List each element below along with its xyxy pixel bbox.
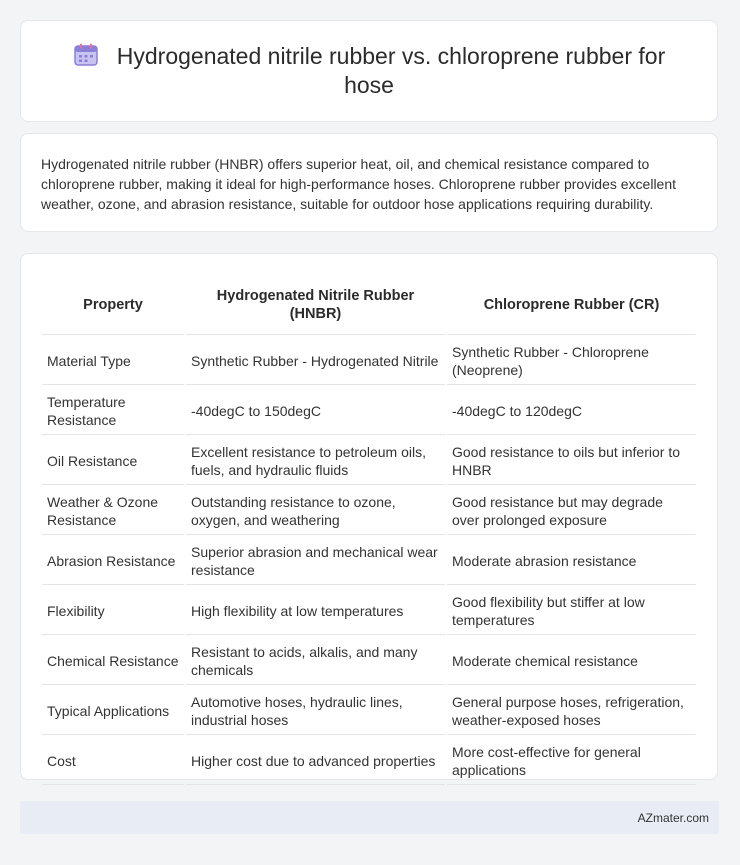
- table-header-row: [42, 276, 696, 335]
- hnbr-cell: Excellent resistance to petroleum oils, fuels, and hydraulic fluids: [186, 437, 445, 485]
- calendar-icon: [73, 43, 99, 67]
- comparison-table: [40, 274, 698, 787]
- title-card: [20, 20, 718, 122]
- table-row: [42, 637, 696, 685]
- table-row: [42, 737, 696, 785]
- cr-cell: Synthetic Rubber - Chloroprene (Neoprene): [447, 337, 696, 385]
- title-wrap: [59, 42, 679, 100]
- column-header: Hydrogenated Nitrile Rubber (HNBR): [186, 276, 445, 335]
- summary-card: [20, 133, 718, 232]
- summary-text: Hydrogenated nitrile rubber (HNBR) offers superior heat, oil, and chemical resistance compared to chloroprene rubber, making it ideal for high-performance hoses. Chloroprene rubber provides excellent weather, ozone, and abrasion resistance, suitable for outdoor hose applications requiring durability.: [41, 156, 677, 212]
- table-row: [42, 537, 696, 585]
- cr-cell: Good flexibility but stiffer at low temperatures: [447, 587, 696, 635]
- property-cell: Cost: [42, 737, 184, 785]
- hnbr-cell: Superior abrasion and mechanical wear resistance: [186, 537, 445, 585]
- comparison-card: [20, 253, 718, 780]
- hnbr-cell: Resistant to acids, alkalis, and many chemicals: [186, 637, 445, 685]
- property-cell: Oil Resistance: [42, 437, 184, 485]
- property-cell: Temperature Resistance: [42, 387, 184, 435]
- table-row: [42, 487, 696, 535]
- table-row: [42, 687, 696, 735]
- cr-cell: Moderate chemical resistance: [447, 637, 696, 685]
- cr-cell: -40degC to 120degC: [447, 387, 696, 435]
- property-cell: Flexibility: [42, 587, 184, 635]
- property-cell: Chemical Resistance: [42, 637, 184, 685]
- page-title: [59, 42, 679, 100]
- hnbr-cell: -40degC to 150degC: [186, 387, 445, 435]
- hnbr-cell: Automotive hoses, hydraulic lines, industrial hoses: [186, 687, 445, 735]
- cr-cell: Moderate abrasion resistance: [447, 537, 696, 585]
- property-cell: Typical Applications: [42, 687, 184, 735]
- page-title-text: Hydrogenated nitrile rubber vs. chloroprene rubber for hose: [116, 43, 666, 98]
- footer-brand[interactable]: AZmater.com: [637, 810, 709, 825]
- table-row: [42, 387, 696, 435]
- property-cell: Abrasion Resistance: [42, 537, 184, 585]
- table-row: [42, 587, 696, 635]
- column-header: Property: [42, 276, 184, 335]
- cr-cell: General purpose hoses, refrigeration, weather-exposed hoses: [447, 687, 696, 735]
- cr-cell: Good resistance to oils but inferior to HNBR: [447, 437, 696, 485]
- hnbr-cell: High flexibility at low temperatures: [186, 587, 445, 635]
- footer-bar: [20, 801, 719, 834]
- hnbr-cell: Higher cost due to advanced properties: [186, 737, 445, 785]
- cr-cell: Good resistance but may degrade over prolonged exposure: [447, 487, 696, 535]
- column-header: Chloroprene Rubber (CR): [447, 276, 696, 335]
- hnbr-cell: Synthetic Rubber - Hydrogenated Nitrile: [186, 337, 445, 385]
- hnbr-cell: Outstanding resistance to ozone, oxygen, and weathering: [186, 487, 445, 535]
- table-row: [42, 337, 696, 385]
- property-cell: Material Type: [42, 337, 184, 385]
- table-row: [42, 437, 696, 485]
- property-cell: Weather & Ozone Resistance: [42, 487, 184, 535]
- cr-cell: More cost-effective for general applications: [447, 737, 696, 785]
